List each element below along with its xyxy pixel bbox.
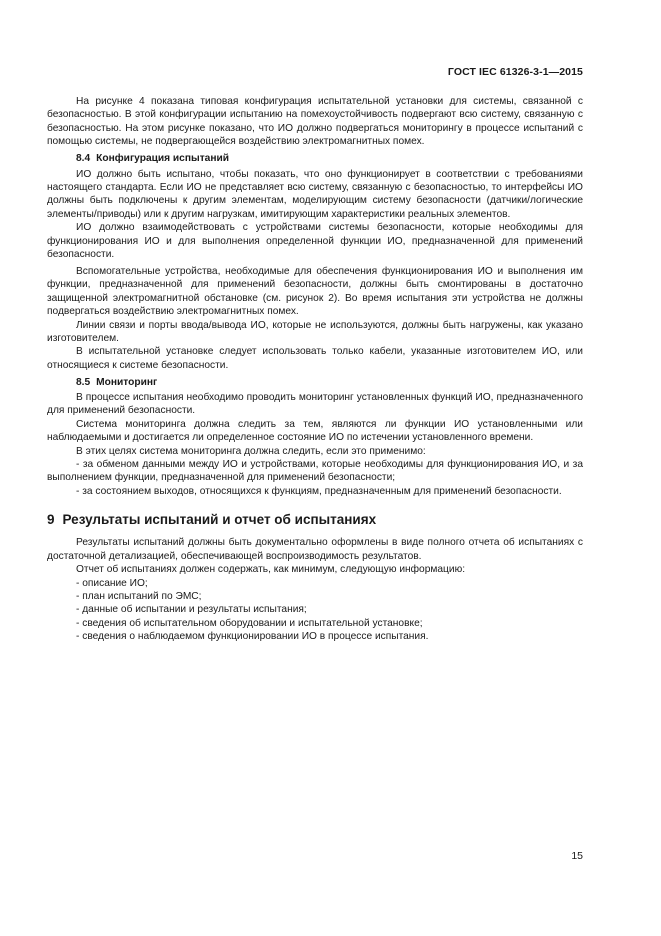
section-9-heading <box>47 512 583 528</box>
section-number: 8.5 <box>76 376 91 388</box>
page-number: 15 <box>571 850 583 862</box>
list-item: - за состоянием выходов, относящихся к функциям, предназначенным для применений безопасности. <box>76 485 562 497</box>
paragraph: Линии связи и порты ввода/вывода ИО, которые не используются, должны быть нагружены, как указано изготовителем. <box>47 319 583 344</box>
list-item: - сведения об испытательном оборудовании и испытательной установке; <box>76 617 423 629</box>
section-number: 8.4 <box>76 153 91 165</box>
paragraph: В этих целях система мониторинга должна следить, если это применимо: <box>76 445 426 457</box>
paragraph: ИО должно взаимодействовать с устройствами системы безопасности, которые необходимы для функционирования ИО и для выполнения определенной функции ИО, предназначенной для применений безопасности. <box>47 222 583 260</box>
paragraph: Отчет об испытаниях должен содержать, как минимум, следующую информацию: <box>76 564 466 576</box>
paragraph: В процессе испытания необходимо проводить мониторинг установленных функций ИО, предназначенного для применений безопасности. <box>47 392 583 417</box>
list-item: - сведения о наблюдаемом функционировании ИО в процессе испытания. <box>76 631 429 643</box>
paragraph: В испытательной установке следует использовать только кабели, указанные изготовителем ИО, или относящиеся к системе безопасности. <box>47 346 583 371</box>
list-item: - план испытаний по ЭМС; <box>76 590 202 602</box>
paragraph: Система мониторинга должна следить за тем, являются ли функции ИО установленными или наблюдаемыми и достигается ли определенное состояние ИО по истечении установленного времени. <box>47 418 583 444</box>
section-title: Результаты испытаний и отчет об испытаниях <box>62 512 377 528</box>
list-item: - за обменом данными между ИО и устройствами, которые необходимы для функционирования ИО, и за выполнением функции, предназначенной для применений безопасности; <box>47 459 583 484</box>
document-page <box>47 0 583 936</box>
document-body <box>47 95 583 644</box>
section-8-4-heading <box>76 152 583 165</box>
intro-paragraph: На рисунке 4 показана типовая конфигурация испытательной установки для системы, связанной с безопасностью. В этой конфигурации испытанию на помехоустойчивость подвергают всю систему, связанную с безопасностью. На этом рисунке показано, что ИО должно подвергаться мониторингу в процессе испытаний с помощью системы, не подвергающейся воздействию электромагнитных помех. <box>47 96 583 148</box>
section-title: Конфигурация испытаний <box>96 153 230 165</box>
section-8-5-heading <box>76 376 583 389</box>
section-number: 9 <box>47 512 55 528</box>
list-item: - описание ИО; <box>76 577 148 589</box>
paragraph: ИО должно быть испытано, чтобы показать, что оно функционирует в соответствии с требованиями настоящего стандарта. Если ИО не представляет всю систему, связанную с безопасностью, то интерфейсы ИО должны быть подключены к другим элементам, моделирующим систему безопасности (датчики/логические элементы/приводы) или к другим нагрузкам, имитирующим характеристики реальных элементов. <box>47 168 583 220</box>
section-title: Мониторинг <box>96 376 158 388</box>
document-header: ГОСТ IEC 61326-3-1—2015 <box>447 66 583 78</box>
paragraph: Вспомогательные устройства, необходимые для обеспечения функционирования ИО и выполнения им функции, предназначенной для применений безопасности, должны быть смонтированы в достаточно защищенной электромагнитной обстановке (см. рисунок 2). Во время испытания эти устройства не должны подвергаться воздействию электромагнитных помех. <box>47 265 583 318</box>
paragraph: Результаты испытаний должны быть документально оформлены в виде полного отчета об испытаниях с достаточной детализацией, обеспечивающей воспроизводимость результатов. <box>47 537 583 562</box>
list-item: - данные об испытании и результаты испытания; <box>76 604 307 616</box>
